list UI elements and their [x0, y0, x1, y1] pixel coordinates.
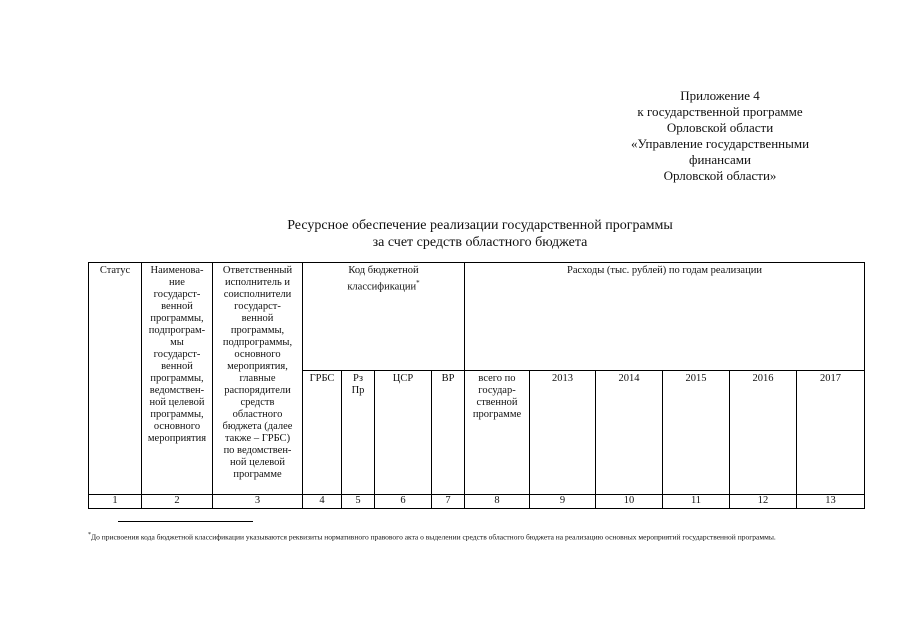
- column-number: 13: [797, 495, 865, 509]
- header-csr: ЦСР: [375, 371, 432, 495]
- footnote-text: До присвоения кода бюджетной классификации указываются реквизиты нормативного правового акта о выделении средств областного бюджета на реализацию основных мероприятий государственной программы.: [91, 532, 776, 542]
- column-number: 7: [432, 495, 465, 509]
- footnote-mark: *: [416, 279, 420, 287]
- column-number: 11: [663, 495, 730, 509]
- column-number: 3: [213, 495, 303, 509]
- header-year: 2017: [797, 371, 865, 495]
- column-number: 10: [596, 495, 663, 509]
- appendix-header: [600, 88, 840, 184]
- header-total: всего по государ- ственной программе: [465, 371, 530, 495]
- header-status: Статус: [89, 263, 142, 495]
- header-program-name: Наименова- ние государст- венной программы, подпрограм- мы государст- венной программы, ведомствен- ной целевой программы, основного мероприятия: [142, 263, 213, 495]
- header-year: 2014: [596, 371, 663, 495]
- header-year: 2016: [730, 371, 797, 495]
- column-number: 8: [465, 495, 530, 509]
- column-number: 1: [89, 495, 142, 509]
- title-line-2: за счет средств областного бюджета: [372, 235, 588, 250]
- header-grbs: ГРБС: [303, 371, 342, 495]
- column-number-row: [89, 495, 865, 509]
- appendix-line: Орловской области: [666, 120, 774, 135]
- column-number: 12: [730, 495, 797, 509]
- appendix-line: «Управление государственными: [630, 136, 810, 151]
- appendix-line: Приложение 4: [680, 88, 760, 103]
- header-budget-code: Код бюджетной классификации*: [303, 263, 465, 371]
- header-responsible: Ответственный исполнитель и соисполнители государст- венной программы, подпрограммы, основного мероприятия, главные распорядители средств областного бюджета (далее также – ГРБС) по ведомствен- ной целевой программе: [213, 263, 303, 495]
- title-line-1: Ресурсное обеспечение реализации государственной программы: [287, 218, 673, 233]
- column-number: 4: [303, 495, 342, 509]
- footnote-divider: [118, 521, 253, 522]
- footnote: [88, 530, 848, 543]
- appendix-line: финансами: [689, 152, 751, 167]
- appendix-line: к государственной программе: [637, 104, 803, 119]
- document-title: [200, 217, 760, 251]
- header-rzpr: Рз Пр: [342, 371, 375, 495]
- header-year: 2015: [663, 371, 730, 495]
- column-number: 5: [342, 495, 375, 509]
- footnote-marker: *: [88, 532, 91, 538]
- resource-table: [88, 262, 865, 509]
- header-expenses: Расходы (тыс. рублей) по годам реализации: [465, 263, 865, 371]
- header-vr: ВР: [432, 371, 465, 495]
- column-number: 9: [530, 495, 596, 509]
- column-number: 6: [375, 495, 432, 509]
- header-year: 2013: [530, 371, 596, 495]
- appendix-line: Орловской области»: [663, 168, 777, 183]
- column-number: 2: [142, 495, 213, 509]
